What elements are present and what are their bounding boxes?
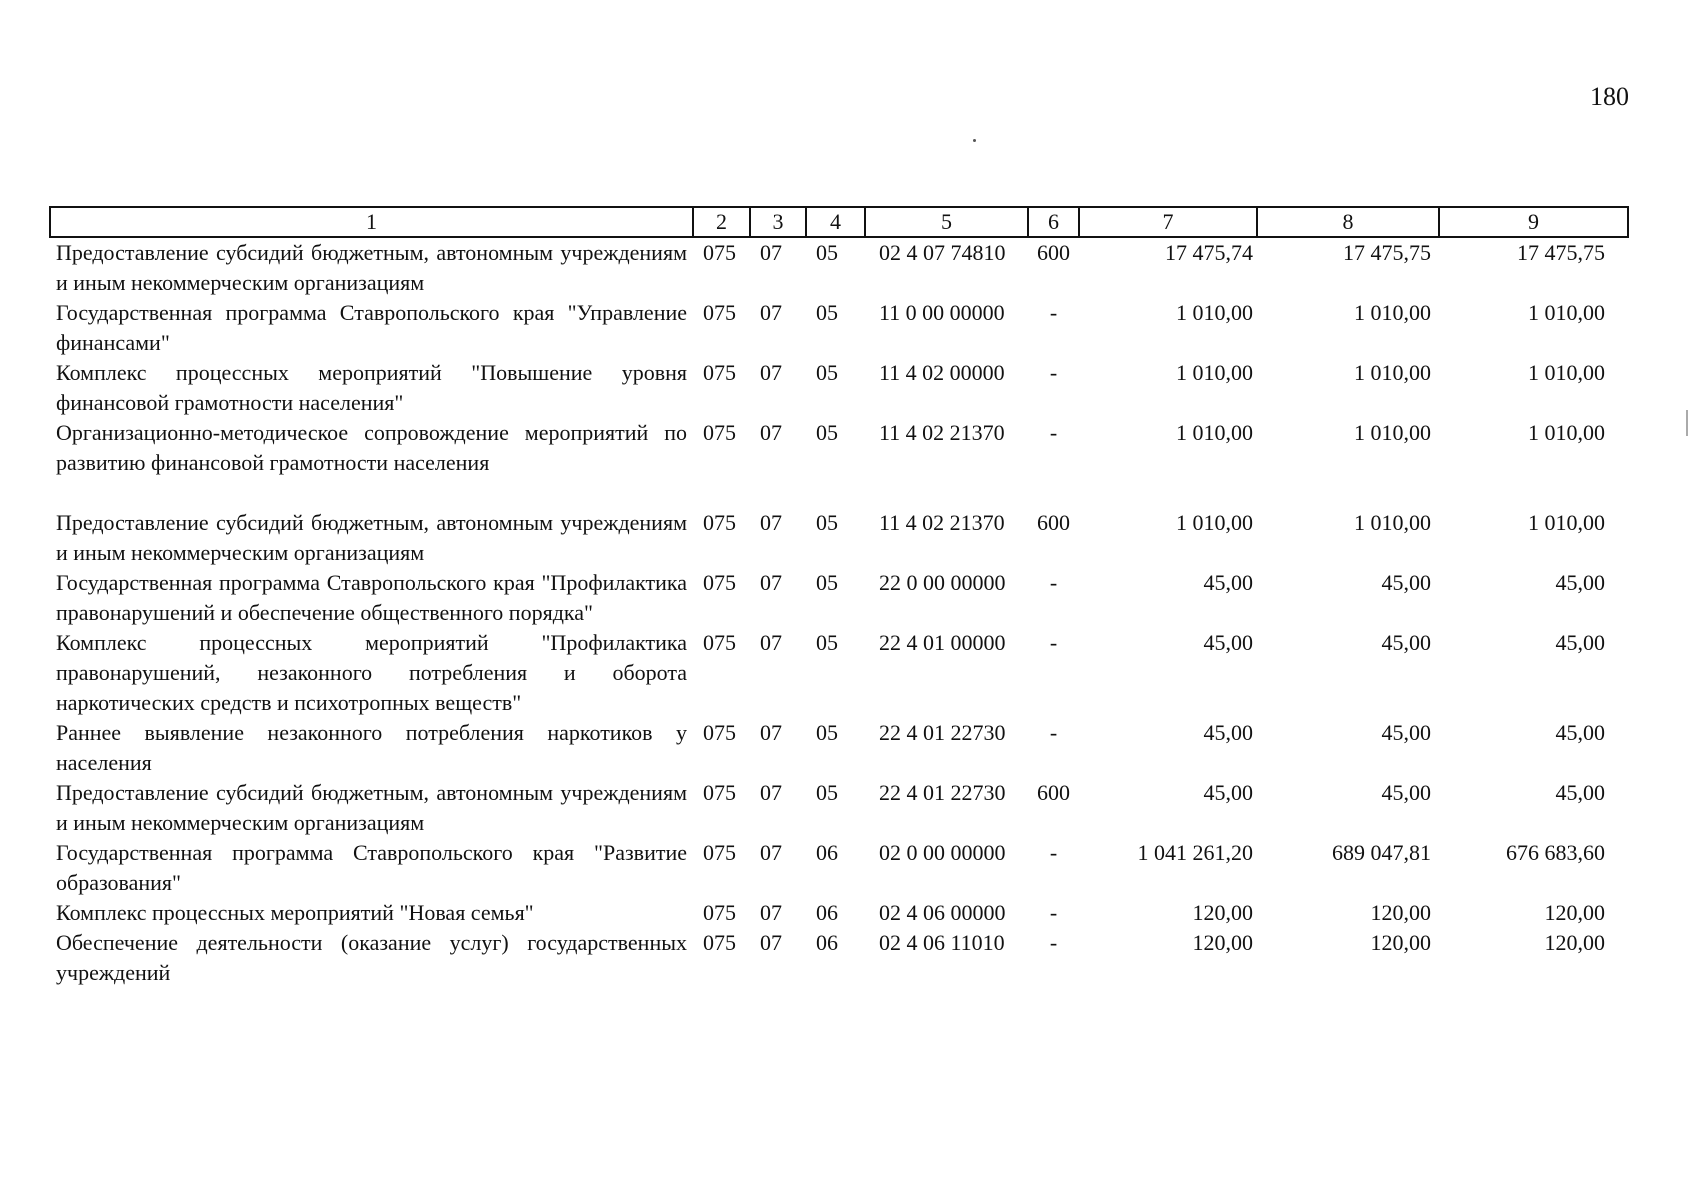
table-row xyxy=(50,628,1628,718)
amount-col7: 1 010,00 xyxy=(1176,510,1253,535)
amount-col8: 1 010,00 xyxy=(1354,420,1431,445)
amount-col7: 120,00 xyxy=(1192,930,1253,955)
amount-col8: 120,00 xyxy=(1370,930,1431,955)
amount-col9: 1 010,00 xyxy=(1528,360,1605,385)
grbs-code: 075 xyxy=(703,780,736,805)
amount-col7: 45,00 xyxy=(1203,780,1253,805)
amount-col9: 17 475,75 xyxy=(1517,240,1605,265)
grbs-code: 075 xyxy=(703,300,736,325)
section-code: 07 xyxy=(760,420,782,445)
page-number: 180 xyxy=(1590,82,1629,111)
section-code: 07 xyxy=(760,570,782,595)
target-article-code: 22 4 01 22730 xyxy=(879,780,1006,805)
column-header: 5 xyxy=(865,207,1028,237)
subsection-code: 05 xyxy=(816,780,838,805)
spacer-cell xyxy=(50,478,1628,508)
expense-type-code: 600 xyxy=(1037,240,1070,265)
subsection-code: 05 xyxy=(816,510,838,535)
subsection-code: 05 xyxy=(816,570,838,595)
table-row xyxy=(50,568,1628,628)
row-name: Государственная программа Ставропольского края "Профилактика правонарушений и обеспечение общественного порядка" xyxy=(56,570,687,625)
expense-type-code: - xyxy=(1049,930,1058,955)
target-article-code: 02 4 06 00000 xyxy=(879,900,1006,925)
amount-col8: 1 010,00 xyxy=(1354,300,1431,325)
spacer-row xyxy=(50,478,1628,508)
table-row xyxy=(50,778,1628,838)
grbs-code: 075 xyxy=(703,360,736,385)
table-row xyxy=(50,898,1628,928)
subsection-code: 05 xyxy=(816,300,838,325)
table-row xyxy=(50,418,1628,478)
target-article-code: 11 4 02 21370 xyxy=(879,420,1005,445)
section-code: 07 xyxy=(760,360,782,385)
amount-col8: 17 475,75 xyxy=(1343,240,1431,265)
target-article-code: 11 4 02 21370 xyxy=(879,510,1005,535)
amount-col8: 1 010,00 xyxy=(1354,360,1431,385)
expense-type-code: - xyxy=(1049,300,1058,325)
grbs-code: 075 xyxy=(703,570,736,595)
expense-type-code: - xyxy=(1049,360,1058,385)
row-name: Комплекс процессных мероприятий "Повышение уровня финансовой грамотности населения" xyxy=(56,360,687,415)
table-row xyxy=(50,718,1628,778)
row-name: Предоставление субсидий бюджетным, автономным учреждениям и иным некоммерческим организациям xyxy=(56,780,687,835)
grbs-code: 075 xyxy=(703,840,736,865)
budget-table xyxy=(49,206,1629,988)
table-row xyxy=(50,298,1628,358)
subsection-code: 05 xyxy=(816,630,838,655)
expense-type-code: - xyxy=(1049,570,1058,595)
expense-type-code: - xyxy=(1049,720,1058,745)
section-code: 07 xyxy=(760,720,782,745)
column-header: 9 xyxy=(1439,207,1628,237)
grbs-code: 075 xyxy=(703,930,736,955)
amount-col9: 1 010,00 xyxy=(1528,300,1605,325)
target-article-code: 22 0 00 00000 xyxy=(879,570,1006,595)
row-name: Комплекс процессных мероприятий "Новая семья" xyxy=(56,900,534,925)
amount-col7: 1 010,00 xyxy=(1176,420,1253,445)
grbs-code: 075 xyxy=(703,720,736,745)
column-header: 3 xyxy=(750,207,806,237)
expense-type-code: 600 xyxy=(1037,780,1070,805)
subsection-code: 05 xyxy=(816,420,838,445)
target-article-code: 02 4 07 74810 xyxy=(879,240,1006,265)
expense-type-code: - xyxy=(1049,900,1058,925)
amount-col7: 45,00 xyxy=(1203,570,1253,595)
row-name: Государственная программа Ставропольского края "Управление финансами" xyxy=(56,300,687,355)
grbs-code: 075 xyxy=(703,510,736,535)
amount-col8: 1 010,00 xyxy=(1354,510,1431,535)
section-code: 07 xyxy=(760,930,782,955)
section-code: 07 xyxy=(760,300,782,325)
table-body xyxy=(50,237,1628,988)
row-name: Комплекс процессных мероприятий "Профилактика правонарушений, незаконного потребления и оборота наркотических средств и психотропных веществ" xyxy=(56,630,687,715)
amount-col9: 45,00 xyxy=(1555,720,1605,745)
column-header: 7 xyxy=(1079,207,1257,237)
column-header: 4 xyxy=(806,207,865,237)
row-name: Предоставление субсидий бюджетным, автономным учреждениям и иным некоммерческим организациям xyxy=(56,240,687,295)
subsection-code: 05 xyxy=(816,240,838,265)
amount-col9: 45,00 xyxy=(1555,630,1605,655)
table-row xyxy=(50,838,1628,898)
amount-col9: 45,00 xyxy=(1555,780,1605,805)
grbs-code: 075 xyxy=(703,240,736,265)
table-header-row xyxy=(50,207,1628,237)
subsection-code: 05 xyxy=(816,720,838,745)
amount-col7: 17 475,74 xyxy=(1165,240,1253,265)
target-article-code: 22 4 01 00000 xyxy=(879,630,1006,655)
grbs-code: 075 xyxy=(703,900,736,925)
row-name: Предоставление субсидий бюджетным, автономным учреждениям и иным некоммерческим организациям xyxy=(56,510,687,565)
expense-type-code: - xyxy=(1049,630,1058,655)
column-header: 8 xyxy=(1257,207,1439,237)
amount-col7: 1 041 261,20 xyxy=(1137,840,1253,865)
amount-col7: 120,00 xyxy=(1192,900,1253,925)
amount-col8: 689 047,81 xyxy=(1332,840,1431,865)
grbs-code: 075 xyxy=(703,420,736,445)
amount-col7: 45,00 xyxy=(1203,720,1253,745)
table-row xyxy=(50,358,1628,418)
target-article-code: 11 0 00 00000 xyxy=(879,300,1005,325)
target-article-code: 02 4 06 11010 xyxy=(879,930,1005,955)
subsection-code: 05 xyxy=(816,360,838,385)
section-code: 07 xyxy=(760,900,782,925)
target-article-code: 22 4 01 22730 xyxy=(879,720,1006,745)
column-header: 2 xyxy=(693,207,750,237)
target-article-code: 11 4 02 00000 xyxy=(879,360,1005,385)
row-name: Государственная программа Ставропольского края "Развитие образования" xyxy=(56,840,687,895)
amount-col9: 120,00 xyxy=(1544,930,1605,955)
amount-col9: 676 683,60 xyxy=(1506,840,1605,865)
subsection-code: 06 xyxy=(816,900,838,925)
column-header: 6 xyxy=(1028,207,1079,237)
subsection-code: 06 xyxy=(816,930,838,955)
amount-col7: 1 010,00 xyxy=(1176,300,1253,325)
amount-col9: 120,00 xyxy=(1544,900,1605,925)
table-row xyxy=(50,508,1628,568)
section-code: 07 xyxy=(760,630,782,655)
amount-col9: 1 010,00 xyxy=(1528,510,1605,535)
row-name: Организационно-методическое сопровождение мероприятий по развитию финансовой грамотности населения xyxy=(56,420,687,475)
scan-edge-mark xyxy=(1686,410,1688,436)
expense-type-code: 600 xyxy=(1037,510,1070,535)
amount-col8: 45,00 xyxy=(1381,780,1431,805)
table-row xyxy=(50,237,1628,298)
section-code: 07 xyxy=(760,240,782,265)
row-name: Раннее выявление незаконного потребления наркотиков у населения xyxy=(56,720,687,775)
amount-col8: 45,00 xyxy=(1381,630,1431,655)
column-header: 1 xyxy=(50,207,693,237)
amount-col8: 45,00 xyxy=(1381,570,1431,595)
section-code: 07 xyxy=(760,780,782,805)
expense-type-code: - xyxy=(1049,840,1058,865)
amount-col8: 45,00 xyxy=(1381,720,1431,745)
amount-col7: 45,00 xyxy=(1203,630,1253,655)
section-code: 07 xyxy=(760,840,782,865)
section-code: 07 xyxy=(760,510,782,535)
table-row xyxy=(50,928,1628,988)
amount-col9: 45,00 xyxy=(1555,570,1605,595)
grbs-code: 075 xyxy=(703,630,736,655)
amount-col7: 1 010,00 xyxy=(1176,360,1253,385)
subsection-code: 06 xyxy=(816,840,838,865)
amount-col9: 1 010,00 xyxy=(1528,420,1605,445)
row-name: Обеспечение деятельности (оказание услуг) государственных учреждений xyxy=(56,930,687,985)
scan-speck xyxy=(973,139,976,142)
target-article-code: 02 0 00 00000 xyxy=(879,840,1006,865)
amount-col8: 120,00 xyxy=(1370,900,1431,925)
expense-type-code: - xyxy=(1049,420,1058,445)
